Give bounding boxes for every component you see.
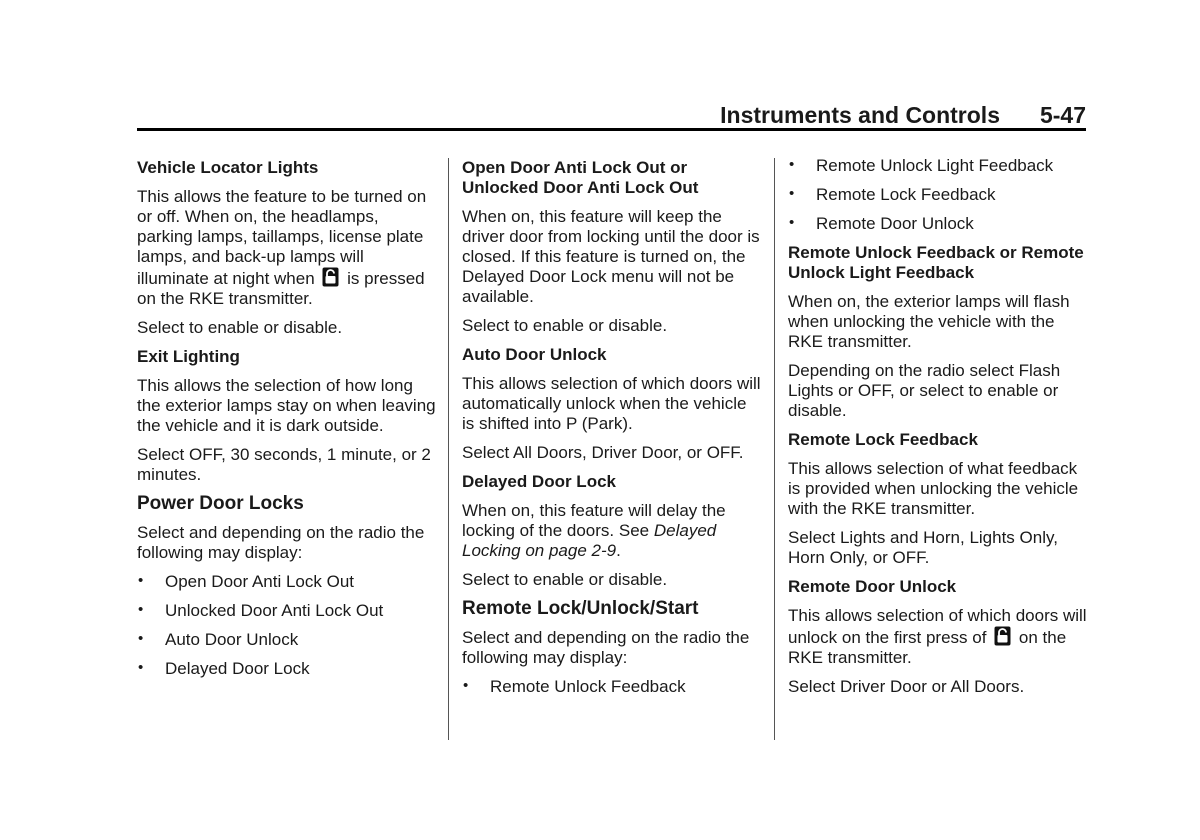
cross-reference-link[interactable]: Delayed Locking on page 2-9 <box>462 521 717 560</box>
unlock-icon <box>322 267 339 287</box>
unlock-icon <box>994 626 1011 646</box>
text: When on, this feature will delay the locking of the doors. See <box>462 501 726 540</box>
paragraph: When on, the exterior lamps will flash when unlocking the vehicle with the RKE transmitter. <box>788 292 1070 351</box>
paragraph: Select All Doors, Driver Door, or OFF. <box>462 443 744 462</box>
list-item: • Open Door Anti Lock Out <box>137 572 437 592</box>
paragraph: Select to enable or disable. <box>462 316 668 335</box>
paragraph: When on, this feature will keep the driver door from locking until the door is closed. If this feature is turned on, the Delayed Door Lock menu will not be available. <box>462 207 760 306</box>
column-divider <box>448 158 449 740</box>
paragraph <box>462 501 762 561</box>
heading-delayed-door-lock: Delayed Door Lock <box>462 472 616 491</box>
text: . <box>616 541 621 560</box>
text: This allows the feature to be turned on or off. When on, the headlamps, parking lamps, taillamps, license plate lamps, and back-up lamps will illuminate at night when <box>137 187 427 288</box>
list-item: • Remote Door Unlock <box>788 214 1088 234</box>
heading-vehicle-locator-lights: Vehicle Locator Lights <box>137 158 319 177</box>
paragraph: Select Driver Door or All Doors. <box>788 677 1025 696</box>
paragraph <box>137 187 437 309</box>
heading-exit-lighting: Exit Lighting <box>137 347 240 366</box>
paragraph: Select and depending on the radio the following may display: <box>137 523 425 562</box>
paragraph: Depending on the radio select Flash Lights or OFF, or select to enable or disable. <box>788 361 1061 420</box>
paragraph: This allows the selection of how long the exterior lamps stay on when leaving the vehicle and it is dark outside. <box>137 376 436 435</box>
paragraph: Select OFF, 30 seconds, 1 minute, or 2 minutes. <box>137 445 431 484</box>
list-item: • Remote Lock Feedback <box>788 185 1088 205</box>
list-item: • Delayed Door Lock <box>137 659 437 679</box>
paragraph: This allows selection of what feedback is provided when unlocking the vehicle with the RKE transmitter. <box>788 459 1079 518</box>
column-divider <box>774 158 775 740</box>
column-1 <box>137 158 437 688</box>
list-item: • Remote Unlock Feedback <box>462 677 762 697</box>
heading-remote-unlock-feedback: Remote Unlock Feedback or Remote Unlock Light Feedback <box>788 243 1084 282</box>
column-2 <box>462 158 762 706</box>
text: This allows selection of which doors will unlock on the first press of <box>788 606 1087 647</box>
page-header <box>137 98 1086 130</box>
heading-remote-lock-feedback: Remote Lock Feedback <box>788 430 978 449</box>
section-title: Instruments and Controls <box>720 102 1000 128</box>
bullet-list <box>462 677 762 697</box>
paragraph: Select to enable or disable. <box>137 318 343 337</box>
list-item: • Auto Door Unlock <box>137 630 437 650</box>
paragraph: Select and depending on the radio the following may display: <box>462 628 750 667</box>
header-rule <box>137 128 1086 131</box>
text: on the RKE transmitter. <box>788 628 1067 667</box>
page-number: 5-47 <box>1039 102 1086 128</box>
paragraph: This allows selection of which doors will automatically unlock when the vehicle is shifted into P (Park). <box>462 374 761 433</box>
text: is pressed on the RKE transmitter. <box>137 269 425 308</box>
list-item: • Remote Unlock Light Feedback <box>788 156 1088 176</box>
paragraph <box>788 606 1088 668</box>
paragraph: Select Lights and Horn, Lights Only, Horn Only, or OFF. <box>788 528 1058 567</box>
bullet-list <box>137 572 437 679</box>
heading-auto-door-unlock: Auto Door Unlock <box>462 345 607 364</box>
paragraph: Select to enable or disable. <box>462 570 668 589</box>
column-3 <box>788 156 1088 706</box>
bullet-list <box>788 156 1088 234</box>
heading-power-door-locks: Power Door Locks <box>137 493 304 514</box>
heading-remote-door-unlock: Remote Door Unlock <box>788 577 957 596</box>
heading-remote-lock-unlock-start: Remote Lock/Unlock/Start <box>462 598 699 619</box>
list-item: • Unlocked Door Anti Lock Out <box>137 601 437 621</box>
heading-open-door-anti-lock-out: Open Door Anti Lock Out or Unlocked Door Anti Lock Out <box>462 158 699 197</box>
